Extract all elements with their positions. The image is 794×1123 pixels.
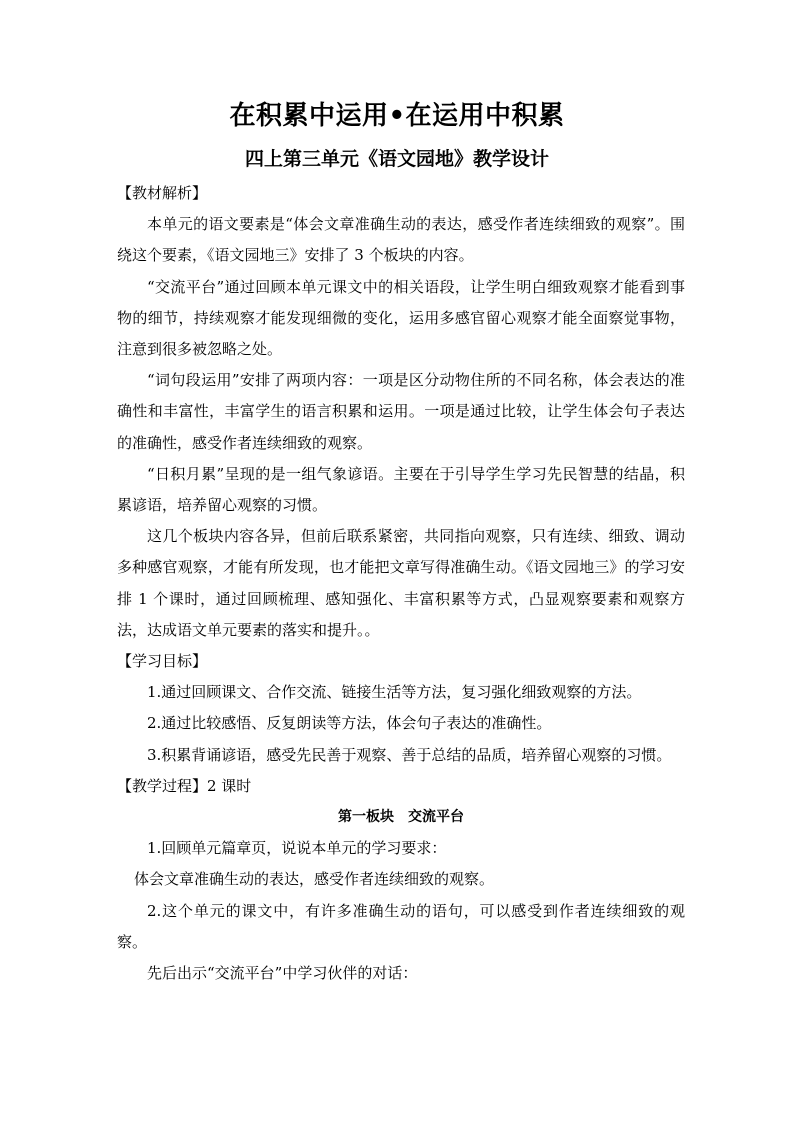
process-section-title: 第一板块 交流平台 [338,809,464,826]
document-title: 在积累中运用•在运用中积累 [229,101,565,131]
analysis-paragraph: 这几个板块内容各异，但前后联系紧密，共同指向观察，只有连续、细致、调动多种感官观察，才能有所发现，也才能把文章写得准确生动。《语文园地三》的学习安排 1 个课时，通过回顾梳理、感知强化、丰富积累等方式，凸显观察要素和观察方法，达成语文单元要素的落实和提升。。 [117,527,685,639]
process-item: 1.回顾单元篇章页，说说本单元的学习要求： [147,839,447,858]
objective-item: 3.积累背诵谚语，感受先民善于观察、善于总结的品质，培养留心观察的习惯。 [147,745,672,764]
objective-item: 1.通过回顾课文、合作交流、链接生活等方法，复习强化细致观察的方法。 [147,683,642,702]
section-heading-objectives: 【学习目标】 [117,652,208,671]
document-subtitle: 四上第三单元《语文园地》教学设计 [244,148,549,170]
analysis-paragraph: “交流平台”通过回顾本单元课文中的相关语段，让学生明白细致观察才能看到事物的细节，持续观察才能发现细微的变化，运用多感官留心观察才能全面察觉事物，注意到很多被忽略之处。 [117,277,685,359]
section-heading-process: 【教学过程】2 课时 [117,776,252,795]
objective-item: 2.通过比较感悟、反复朗读等方法，体会句子表达的准确性。 [147,714,552,733]
section-heading-analysis: 【教材解析】 [117,184,208,202]
process-item: 体会文章准确生动的表达，感受作者连续细致的观察。 [134,870,495,889]
process-item: 2.这个单元的课文中，有许多准确生动的语句，可以感受到作者连续细致的观察。 [117,901,685,951]
analysis-paragraph: “日积月累”呈现的是一组气象谚语。主要在于引导学生学习先民智慧的结晶，积累谚语，培养留心观察的习惯。 [117,464,685,515]
analysis-paragraph: 本单元的语文要素是“体会文章准确生动的表达，感受作者连续细致的观察”。围绕这个要素，《语文园地三》安排了 3 个板块的内容。 [117,215,685,265]
process-item: 先后出示“交流平台”中学习伙伴的对话： [147,964,418,983]
document-body [117,178,685,989]
analysis-paragraph: “词句段运用”安排了两项内容：一项是区分动物住所的不同名称，体会表达的准确性和丰富性，丰富学生的语言积累和运用。一项是通过比较，让学生体会句子表达的准确性，感受作者连续细致的观察。 [117,371,685,452]
